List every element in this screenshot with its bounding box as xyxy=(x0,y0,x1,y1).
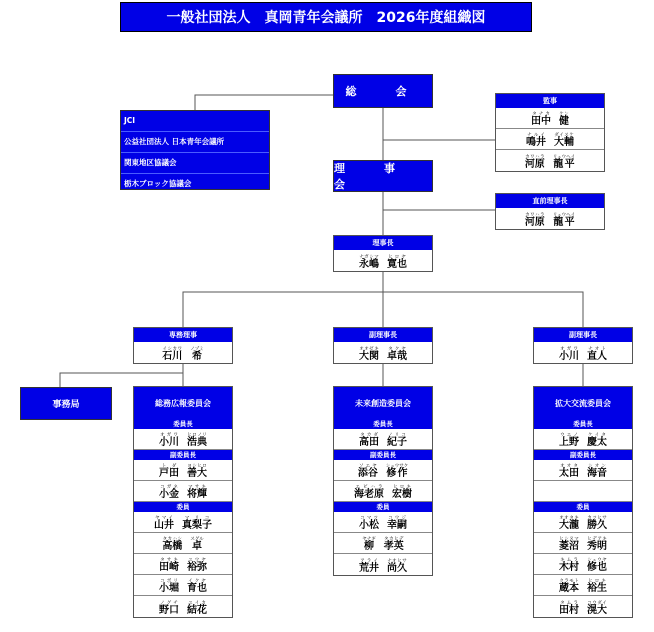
person-name xyxy=(534,596,632,617)
given-kana: ノゾミ xyxy=(190,347,204,352)
family-name xyxy=(154,516,174,531)
given-kana: マリコ xyxy=(182,516,212,521)
family-name xyxy=(525,213,545,228)
person-name xyxy=(534,460,632,481)
family-name xyxy=(359,516,379,531)
section-label: 委員 xyxy=(534,502,632,512)
family-name xyxy=(526,133,546,148)
page-title: 一般社団法人 真岡青年会議所 2026年度組織図 xyxy=(120,2,532,32)
committee-name: 拡大交流委員会 xyxy=(534,387,632,419)
given-kanji: 大輔 xyxy=(554,137,574,148)
given-kana: タクヤ xyxy=(387,347,407,352)
family-name xyxy=(159,433,179,448)
family-name xyxy=(359,255,379,270)
family-kana: エビハラ xyxy=(354,485,384,490)
family-kanji: 鳴井 xyxy=(526,137,546,148)
given-kanji: 紀子 xyxy=(387,437,407,448)
given-kanji: 龍平 xyxy=(552,159,576,170)
section-label: 委員長 xyxy=(534,419,632,429)
family-kana: ヒシヌマ xyxy=(559,537,579,542)
given-kanji: 育也 xyxy=(187,583,207,594)
family-kana: オオゼキ xyxy=(359,347,379,352)
family-kana: アライ xyxy=(359,559,379,564)
given-kanji: 宏樹 xyxy=(392,489,412,500)
person-name xyxy=(496,150,604,171)
family-name xyxy=(359,559,379,574)
given-kana: ヒロキ xyxy=(392,485,412,490)
section-label: 副委員長 xyxy=(134,450,232,460)
person-name xyxy=(334,512,432,533)
given-kanji: 直人 xyxy=(587,351,607,362)
family-name xyxy=(559,516,579,531)
given-kana: シュウヤ xyxy=(587,558,607,563)
given-name xyxy=(387,255,407,270)
given-kanji: 善大 xyxy=(187,468,207,479)
section-label: 委員長 xyxy=(134,419,232,429)
affiliation-item: 公益社団法人 日本青年会議所 xyxy=(121,132,269,153)
family-kanji: 戸田 xyxy=(159,468,179,479)
family-name xyxy=(559,601,579,616)
given-name xyxy=(587,347,607,362)
given-name xyxy=(187,433,207,448)
family-kana: ヤナギ xyxy=(362,537,376,542)
family-name xyxy=(162,537,182,552)
past-president-box xyxy=(495,193,605,230)
committee-box xyxy=(333,386,433,576)
given-kana: ケイタ xyxy=(587,433,607,438)
affiliation-item: 関東地区協議会 xyxy=(121,153,269,174)
family-kanji: 大関 xyxy=(359,351,379,362)
family-kanji: 小川 xyxy=(559,351,579,362)
family-kanji: 大瀧 xyxy=(559,520,579,531)
family-name xyxy=(559,579,579,594)
given-kana: カツヒサ xyxy=(587,516,607,521)
family-kanji: 小川 xyxy=(159,437,179,448)
given-name xyxy=(392,485,412,500)
given-kanji: 将輝 xyxy=(187,489,207,500)
vice-president-box xyxy=(333,327,433,364)
family-name xyxy=(362,537,376,552)
role-title: 副理事長 xyxy=(334,328,432,342)
person-name xyxy=(134,533,232,554)
family-kanji: 菱沼 xyxy=(559,541,579,552)
given-kana: スグル xyxy=(190,537,204,542)
person-name xyxy=(496,129,604,150)
family-kana: ウエノ xyxy=(559,433,579,438)
given-name xyxy=(587,516,607,531)
person-name xyxy=(496,208,604,229)
family-kana: ヤマイ xyxy=(154,516,174,521)
family-kana: ナガシマ xyxy=(359,255,379,260)
family-kana: キムラ xyxy=(559,558,579,563)
given-kanji: 健 xyxy=(559,116,569,127)
role-title: 理事長 xyxy=(334,236,432,250)
family-kanji: 荒井 xyxy=(359,563,379,574)
role-title: 副理事長 xyxy=(534,328,632,342)
family-name xyxy=(162,347,182,362)
given-name xyxy=(587,464,607,479)
committee-name: 未来創造委員会 xyxy=(334,387,432,419)
family-kana: オオタ xyxy=(559,464,579,469)
given-name xyxy=(587,579,607,594)
family-kana: ソエヤ xyxy=(357,464,378,469)
given-kana: シュウサク xyxy=(385,464,409,469)
family-kana: カワハラ xyxy=(524,213,545,218)
given-kana: コウジ xyxy=(387,516,407,521)
executive-director-box xyxy=(133,327,233,364)
person-name xyxy=(134,512,232,533)
given-name xyxy=(387,347,407,362)
given-kanji: 慶太 xyxy=(587,437,607,448)
family-kanji: 河原 xyxy=(524,217,545,228)
family-name xyxy=(559,537,579,552)
family-kanji: 小松 xyxy=(359,520,379,531)
family-kana: オガワ xyxy=(159,433,179,438)
family-name xyxy=(359,347,379,362)
given-name xyxy=(187,601,207,616)
given-kanji: 尚久 xyxy=(387,563,407,574)
family-kana: タカハシ xyxy=(162,537,183,542)
given-name xyxy=(587,433,607,448)
given-kanji: 勝久 xyxy=(587,520,607,531)
given-kana: ダイスケ xyxy=(554,133,574,138)
given-kana: コウダイ xyxy=(587,601,607,606)
role-title: 直前理事長 xyxy=(496,194,604,208)
family-name xyxy=(159,558,179,573)
family-kana: タサキ xyxy=(159,558,179,563)
family-kanji: 野口 xyxy=(159,605,179,616)
role-title: 専務理事 xyxy=(134,328,232,342)
person-name xyxy=(134,481,232,502)
given-name xyxy=(187,579,207,594)
given-kanji: 卓 xyxy=(190,541,204,552)
given-name xyxy=(559,112,569,127)
given-kana: ケン xyxy=(559,112,569,117)
family-kanji: 上野 xyxy=(559,437,579,448)
given-kana: リュウヘイ xyxy=(552,155,576,160)
family-kana: ノグチ xyxy=(159,601,179,606)
family-kana: タムラ xyxy=(559,601,579,606)
family-kana: カワハラ xyxy=(524,155,545,160)
family-kanji: 柳 xyxy=(362,541,376,552)
president-box xyxy=(333,235,433,272)
family-name xyxy=(354,485,384,500)
family-name xyxy=(531,112,551,127)
empty-row xyxy=(534,481,632,502)
given-name xyxy=(187,485,207,500)
family-name xyxy=(159,485,179,500)
section-label: 副委員長 xyxy=(334,450,432,460)
given-kana: マサキ xyxy=(187,485,207,490)
family-kana: コガネ xyxy=(159,485,179,490)
general-assembly-box: 総 会 xyxy=(333,74,433,108)
family-kanji: 田村 xyxy=(559,605,579,616)
family-kana: コマツ xyxy=(359,516,379,521)
family-kana: オガワ xyxy=(559,347,579,352)
family-name xyxy=(159,579,179,594)
family-kana: トダ xyxy=(159,464,179,469)
given-kana: ヒロノリ xyxy=(187,433,207,438)
family-kana: オオタキ xyxy=(559,516,579,521)
family-kana: ナルイ xyxy=(526,133,546,138)
family-kana: タカダ xyxy=(359,433,379,438)
person-name xyxy=(134,429,232,450)
family-kanji: 添谷 xyxy=(357,468,378,479)
given-name xyxy=(190,537,203,552)
family-kanji: 高田 xyxy=(359,437,379,448)
committee-box xyxy=(533,386,633,618)
section-label: 委員 xyxy=(334,502,432,512)
given-kana: シオン xyxy=(587,464,607,469)
family-name xyxy=(159,601,179,616)
given-kanji: 秀明 xyxy=(587,541,607,552)
family-name xyxy=(559,347,579,362)
person-name xyxy=(534,342,632,363)
given-name xyxy=(553,213,575,228)
person-name xyxy=(334,554,432,575)
family-kanji: 田中 xyxy=(531,116,551,127)
given-name xyxy=(553,155,575,170)
given-kanji: 裕生 xyxy=(587,583,607,594)
family-name xyxy=(525,155,545,170)
given-kanji: 滉大 xyxy=(587,605,607,616)
person-name xyxy=(134,342,232,363)
family-kanji: 小金 xyxy=(159,489,179,500)
given-kanji: 修作 xyxy=(385,468,409,479)
given-kanji: 真梨子 xyxy=(182,520,212,531)
given-kanji: 修也 xyxy=(587,562,607,573)
given-name xyxy=(554,133,574,148)
given-name xyxy=(587,537,607,552)
secretariat-box: 事務局 xyxy=(20,387,112,420)
person-name xyxy=(534,512,632,533)
given-name xyxy=(387,433,407,448)
given-name xyxy=(182,516,212,531)
person-name xyxy=(334,342,432,363)
family-kanji: 蔵本 xyxy=(559,583,579,594)
affiliation-item: 栃木ブロック協議会 xyxy=(124,179,192,188)
person-name xyxy=(334,429,432,450)
family-kana: イシカワ xyxy=(162,347,183,352)
family-kanji: 石川 xyxy=(162,351,183,362)
section-label: 委員長 xyxy=(334,419,432,429)
family-name xyxy=(359,433,379,448)
person-name xyxy=(334,533,432,554)
affiliations-box xyxy=(120,110,270,190)
given-kanji: 卓哉 xyxy=(387,351,407,362)
given-kana: ヒロキ xyxy=(587,579,607,584)
given-kana: タカヒデ xyxy=(383,537,404,542)
given-name xyxy=(386,464,408,479)
person-name xyxy=(134,460,232,481)
family-kanji: 高橋 xyxy=(162,541,183,552)
committee-name: 総務広報委員会 xyxy=(134,387,232,419)
given-kana: リュウヘイ xyxy=(552,213,576,218)
person-name xyxy=(134,554,232,575)
given-kanji: 海音 xyxy=(587,468,607,479)
given-name xyxy=(587,558,607,573)
affiliation-item: JCI xyxy=(121,111,269,132)
person-name xyxy=(334,460,432,481)
family-kanji: 海老原 xyxy=(354,489,384,500)
given-name xyxy=(387,516,407,531)
given-kana: ヒロヤ xyxy=(387,255,407,260)
given-kanji: 結花 xyxy=(187,605,207,616)
given-name xyxy=(387,559,407,574)
family-kanji: 小堀 xyxy=(159,583,179,594)
given-kana: ヨシヒロ xyxy=(187,464,207,469)
person-name xyxy=(496,108,604,129)
given-name xyxy=(587,601,607,616)
vice-president-box xyxy=(533,327,633,364)
given-kana: イクヤ xyxy=(187,579,207,584)
given-name xyxy=(187,464,207,479)
given-kanji: 龍平 xyxy=(552,217,576,228)
person-name xyxy=(134,575,232,596)
family-name xyxy=(559,464,579,479)
given-kanji: 裕弥 xyxy=(187,562,207,573)
given-name xyxy=(187,558,207,573)
role-title: 監事 xyxy=(496,94,604,108)
family-kana: クラモト xyxy=(559,579,579,584)
auditors-box xyxy=(495,93,605,172)
given-kanji: 孝英 xyxy=(383,541,404,552)
family-name xyxy=(159,464,179,479)
family-kana: コボリ xyxy=(159,579,179,584)
given-kanji: 寛也 xyxy=(387,259,407,270)
person-name xyxy=(134,596,232,617)
family-kanji: 木村 xyxy=(559,562,579,573)
given-kanji: 浩典 xyxy=(187,437,207,448)
family-name xyxy=(559,558,579,573)
person-name xyxy=(334,481,432,502)
section-label: 副委員長 xyxy=(534,450,632,460)
person-name xyxy=(534,429,632,450)
given-kana: ユイカ xyxy=(187,601,207,606)
given-kana: ナオヒサ xyxy=(387,559,407,564)
family-kanji: 河原 xyxy=(524,159,545,170)
family-kanji: 太田 xyxy=(559,468,579,479)
family-name xyxy=(559,433,579,448)
given-kana: ヒデアキ xyxy=(587,537,607,542)
given-kana: ユウヤ xyxy=(187,558,207,563)
family-kana: タナカ xyxy=(531,112,551,117)
person-name xyxy=(534,575,632,596)
person-name xyxy=(534,533,632,554)
given-kana: ナオト xyxy=(587,347,607,352)
person-name xyxy=(334,250,432,271)
given-name xyxy=(190,347,204,362)
family-kanji: 田崎 xyxy=(159,562,179,573)
family-kanji: 山井 xyxy=(154,520,174,531)
person-name xyxy=(534,554,632,575)
given-name xyxy=(384,537,404,552)
given-kanji: 希 xyxy=(190,351,204,362)
given-kanji: 幸嗣 xyxy=(387,520,407,531)
family-name xyxy=(358,464,378,479)
committee-box xyxy=(133,386,233,618)
given-kana: ノリコ xyxy=(387,433,407,438)
section-label: 委員 xyxy=(134,502,232,512)
family-kanji: 永嶋 xyxy=(359,259,379,270)
board-box: 理 事 会 xyxy=(334,162,434,191)
